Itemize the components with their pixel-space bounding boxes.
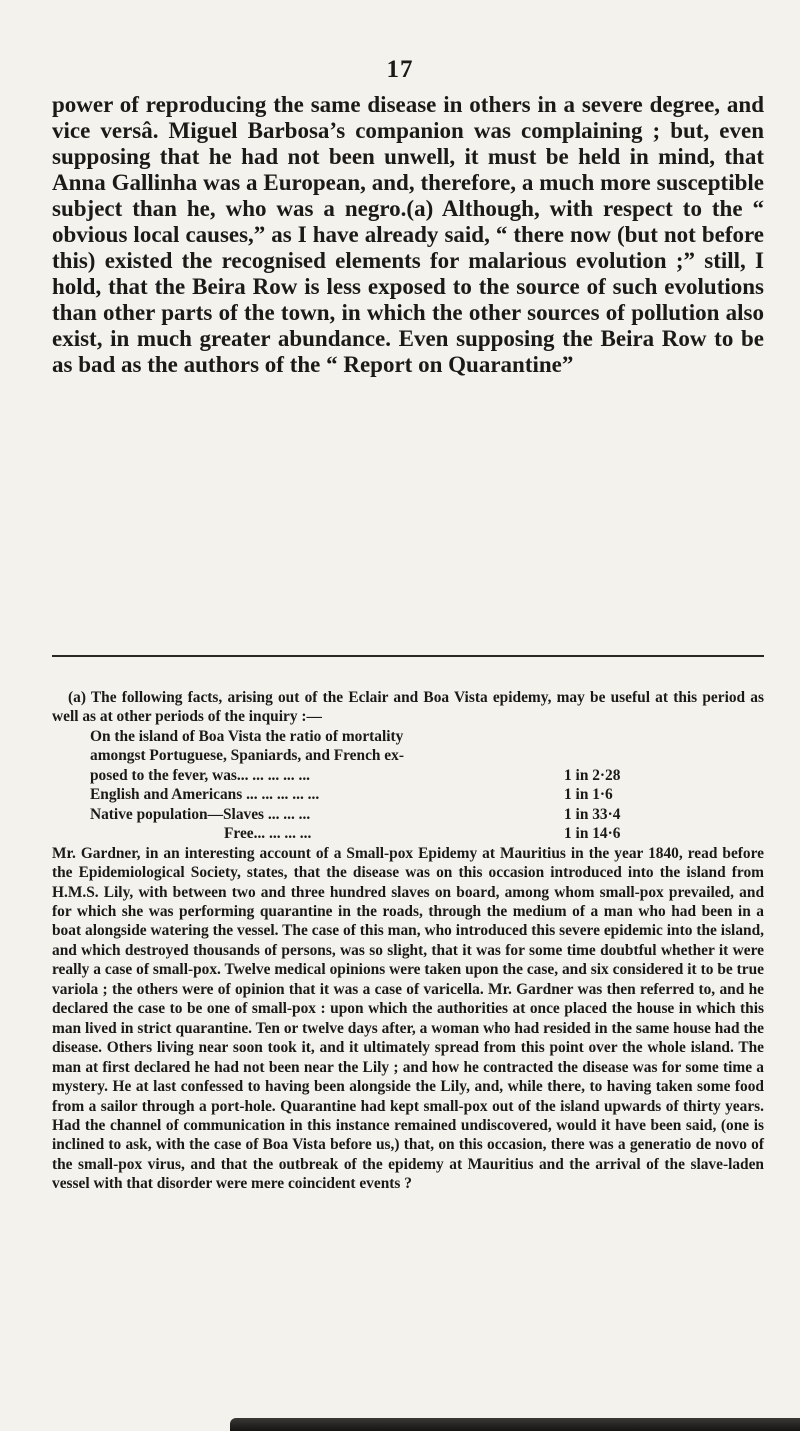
footnote-divider [52,655,764,657]
mortality-row-label: English and Americans ... ... ... ... ... [90,786,320,804]
mortality-row-ratio: 1 in 1·6 [564,786,613,804]
footnote-intro: (a) The following facts, arising out of the Eclair and Boa Vista epidemy, may be useful at this period as well as at other periods of the inquiry :— [52,689,764,726]
footnote [52,688,764,1194]
mortality-row-ratio: 1 in 14·6 [564,825,621,843]
mortality-row-label: Native population—Slaves ... ... ... [90,805,311,823]
mortality-row-ratio: 1 in 33·4 [564,805,621,823]
mortality-row-label: posed to the fever, was... ... ... ... ... [90,766,311,784]
page-number: 17 [386,56,414,83]
mortality-row [90,805,650,824]
mortality-row [90,766,650,785]
main-paragraph: power of reproducing the same disease in others in a severe degree, and vice versâ. Miguel Barbosa’s companion was complaining ; but, even supposing that he had not been unwell, it must be held in mind, that Anna Gallinha was a European, and, therefore, a much more susceptible subject than he, who was a negro.(a) Although, with respect to the “ obvious local causes,” as I have already said, “ there now (but not before this) existed the recognised elements for malarious evolution ;” still, I hold, that the Beira Row is less exposed to the source of such evolutions than other parts of the town, in which the other sources of pollution also exist, in much greater abundance. Even supposing the Beira Row to be as bad as the authors of the “ Report on Quarantine” [52,92,764,377]
page-edge-shadow [230,1418,800,1431]
mortality-table [90,727,650,844]
mortality-table-lead: On the island of Boa Vista the ratio of mortality [90,727,404,745]
mortality-row-label: Free... ... ... ... [224,825,312,843]
mortality-row [90,824,650,843]
mortality-row [90,785,650,804]
mortality-row-ratio: 1 in 2·28 [564,766,621,784]
footnote-body: Mr. Gardner, in an interesting account of a Small-pox Epidemy at Mauritius in the year 1840, read before the Epidemiological Society, states, that the disease was on this occasion introduced into the island from H.M.S. Lily, with between two and three hundred slaves on board, among whom small-pox prevailed, and for which she was performing quarantine in the roads, through the medium of a man who had been in a boat alongside watering the vessel. The case of this man, who introduced this severe epidemic into the island, and which destroyed thousands of persons, was so slight, that it was for some time doubtful whether it were really a case of small-pox. Twelve medical opinions were taken upon the case, and six considered it to be true variola ; the others were of opinion that it was a case of varicella. Mr. Gardner was then referred to, and he declared the case to be one of small-pox : upon which the authorities at once placed the house in which this man lived in strict quarantine. Ten or twelve days after, a woman who had resided in the same house had the disease. Others living near soon took it, and it ultimately spread from this point over the whole island. The man at first declared he had not been near the Lily ; and how he contracted the disease was for some time a mystery. He at last confessed to having been alongside the Lily, and, while there, to having taken some food from a sailor through a port-hole. Quarantine had kept small-pox out of the island upwards of thirty years. Had the channel of communication in this instance remained undiscovered, would it have been said, (one is inclined to ask, with the case of Boa Vista before us,) that, on this occasion, there was a generatio de novo of the small-pox virus, and that the outbreak of the epidemy at Mauritius and the arrival of the slave-laden vessel with that disorder were mere coincident events ? [52,844,764,1193]
mortality-table-lead: amongst Portuguese, Spaniards, and French ex- [90,747,404,765]
